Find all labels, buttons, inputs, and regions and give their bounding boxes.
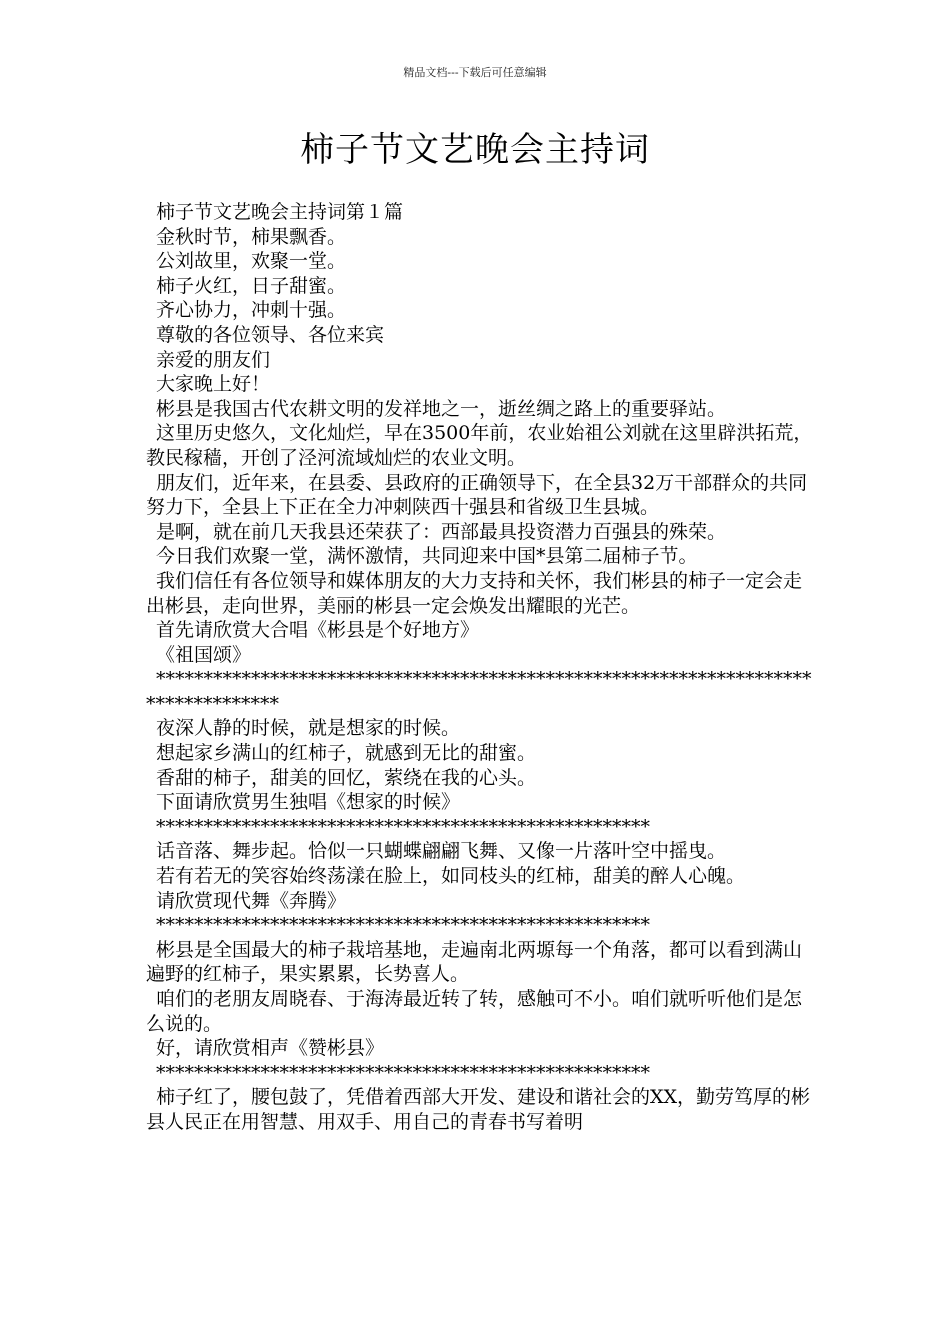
paragraph: 柿子红了，腰包鼓了，凭借着西部大开发、建设和谐社会的XX，勤劳笃厚的彬县人民正在用智慧、用双手、用自己的青春书写着明: [146, 1086, 811, 1133]
paragraph: 朋友们，近年来，在县委、县政府的正确领导下，在全县32万干部群众的共同努力下，全县上下正在全力冲刺陕西十强县和省级卫生县城。: [146, 471, 808, 519]
paragraph: 咱们的老朋友周晓春、于海涛最近转了转，感触可不小。咱们就听听他们是怎么说的。: [146, 988, 803, 1035]
paragraph: 请欣赏现代舞《奔腾》: [156, 889, 347, 912]
paragraph: 亲爱的朋友们: [156, 348, 271, 371]
paragraph: 若有若无的笑容始终荡漾在脸上，如同枝头的红柿，甜美的醉人心魄。: [156, 865, 746, 888]
paragraph: 话音落、舞步起。恰似一只蝴蝶翩翩飞舞、又像一片落叶空中摇曳。: [156, 840, 727, 863]
paragraph: 首先请欣赏大合唱《彬县是个好地方》: [156, 619, 480, 642]
paragraph: 夜深人静的时候，就是想家的时候。: [156, 717, 461, 740]
paragraph: 《祖国颂》: [156, 643, 252, 666]
paragraph: 彬县是我国古代农耕文明的发祥地之一，逝丝绸之路上的重要驿站。: [156, 397, 727, 420]
document-body: [146, 200, 818, 1135]
page-title: 柿子节文艺晚会主持词: [300, 130, 650, 170]
separator-line: ****************************************************: [156, 914, 650, 937]
paragraph: 我们信任有各位领导和媒体朋友的大力支持和关怀，我们彬县的柿子一定会走出彬县，走向世界，美丽的彬县一定会焕发出耀眼的光芒。: [146, 569, 803, 617]
paragraph: 公刘故里，欢聚一堂。: [156, 250, 347, 273]
paragraph: 彬县是全国最大的柿子栽培基地，走遍南北两塬每一个角落，都可以看到满山遍野的红柿子，果实累累，长势喜人。: [146, 938, 803, 986]
page-header: 精品文档---下载后可任意编辑: [403, 66, 547, 79]
separator-line: ****************************************************: [156, 1061, 650, 1084]
paragraph: 想起家乡满山的红柿子，就感到无比的甜蜜。: [156, 742, 537, 765]
separator-line: ****************************************************: [156, 815, 650, 838]
paragraph: 金秋时节，柿果飘香。: [156, 225, 347, 248]
paragraph: 下面请欣赏男生独唱《想家的时候》: [156, 791, 461, 814]
paragraph: 尊敬的各位领导、各位来宾: [156, 323, 385, 346]
paragraph: 大家晚上好！: [156, 373, 271, 396]
paragraph: 香甜的柿子，甜美的回忆，萦绕在我的心头。: [156, 766, 537, 789]
paragraph: 这里历史悠久，文化灿烂，早在3500年前，农业始祖公刘就在这里辟洪拓荒，教民稼穑，开创了泾河流域灿烂的农业文明。: [146, 422, 813, 469]
separator-line: ***********************************************************************************: [146, 668, 812, 715]
paragraph: 今日我们欢聚一堂，满怀激情，共同迎来中国*县第二届柿子节。: [156, 545, 698, 568]
paragraph: 好，请欣赏相声《赞彬县》: [156, 1037, 385, 1060]
paragraph: 齐心协力，冲刺十强。: [156, 299, 347, 322]
paragraph: 柿子火红，日子甜蜜。: [156, 274, 347, 297]
paragraph: 柿子节文艺晚会主持词第１篇: [156, 201, 404, 223]
paragraph: 是啊，就在前几天我县还荣获了：西部最具投资潜力百强县的殊荣。: [156, 520, 727, 543]
